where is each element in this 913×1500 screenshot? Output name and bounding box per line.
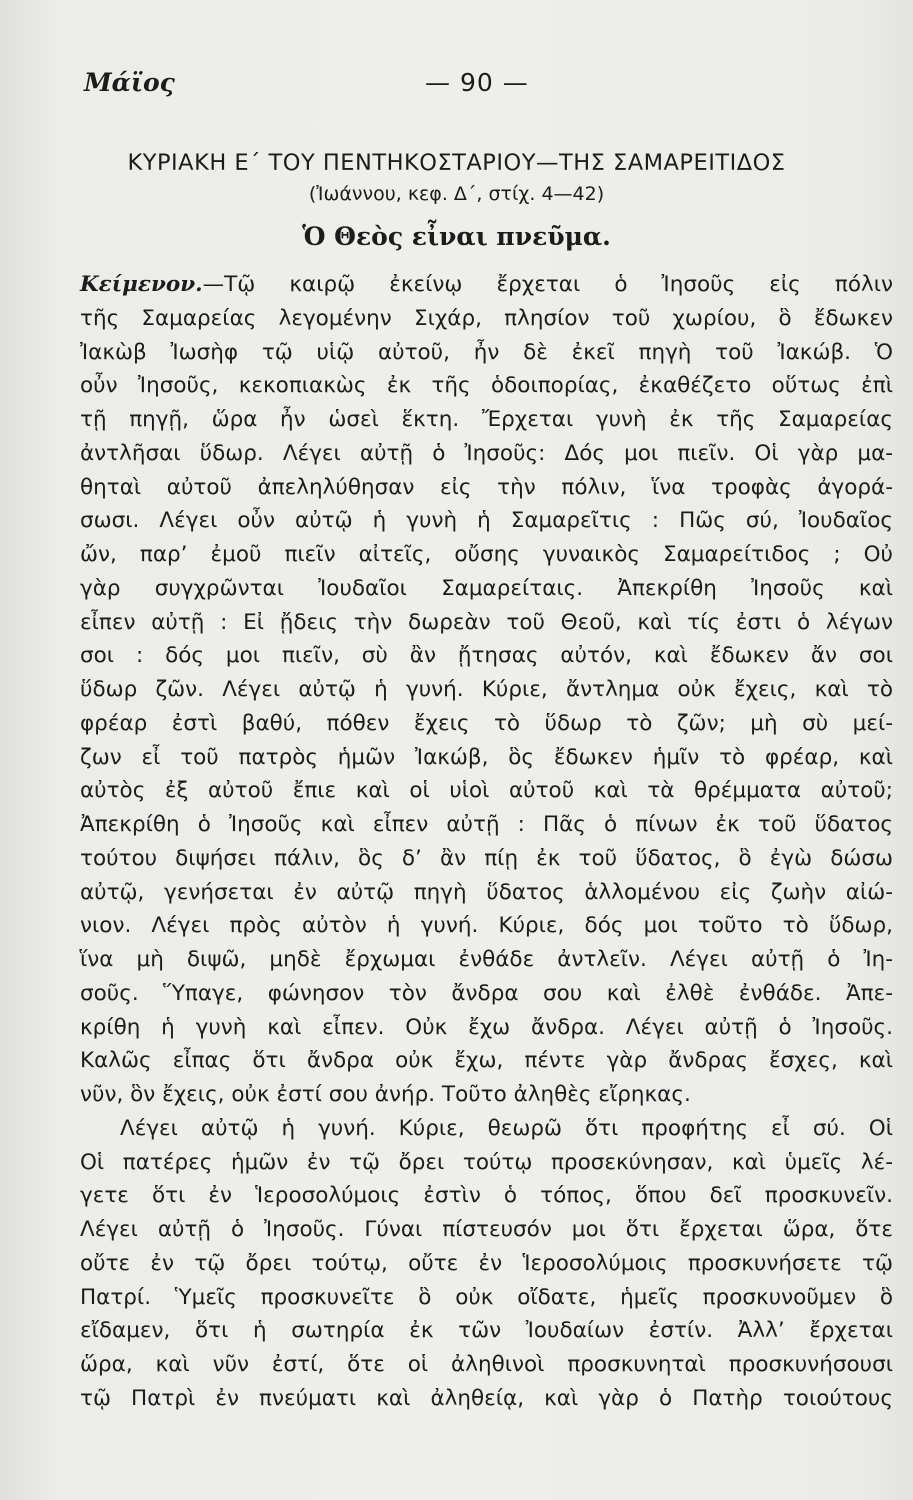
text-line: ζων εἶ τοῦ πατρὸς ἡμῶν Ἰακώβ, ὃς ἔδωκεν ἡμῖν τὸ φρέαρ, καὶ [80, 744, 893, 770]
text-line: νῦν, ὃν ἔχεις, οὐκ ἐστί σου ἀνήρ. Τοῦτο ἀληθὲς εἴρηκας. [80, 1082, 691, 1107]
text-line: φρέαρ ἐστὶ βαθύ, πόθεν ἔχεις τὸ ὕδωρ τὸ ζῶν; μὴ σὺ μεί- [80, 710, 893, 736]
paragraph-line: τῷ Πατρὶ ἐν πνεύματι καὶ ἀληθείᾳ, καὶ γὰρ ὁ Πατὴρ τοιούτους [80, 1385, 893, 1411]
text-line: νιον. Λέγει πρὸς αὐτὸν ἡ γυνή. Κύριε, δός μοι τοῦτο τὸ ὕδωρ, [80, 913, 893, 939]
text-line-rest: —Τῷ καιρῷ ἐκείνῳ ἔρχεται ὁ Ἰησοῦς εἰς πόλιν [202, 272, 893, 297]
sunday-title: ΚΥΡΙΑΚΗ Ε΄ ΤΟΥ ΠΕΝΤΗΚΟΣΤΑΡΙΟΥ—ΤΗΣ ΣΑΜΑΡΕΙΤΙΔΟΣ [127, 150, 786, 176]
text-line: σοι : δός μοι πιεῖν, σὺ ἂν ᾔτησας αὐτόν, καὶ ἔδωκεν ἄν σοι [80, 643, 893, 669]
text-line: τῆς Σαμαρείας λεγομένην Σιχάρ, πλησίον τοῦ χωρίου, ὃ ἔδωκεν [80, 305, 893, 331]
text-line: κρίθη ἡ γυνὴ καὶ εἶπεν. Οὐκ ἔχω ἄνδρα. Λέγει αὐτῇ ὁ Ἰησοῦς. [80, 1014, 893, 1040]
text-line: τῇ πηγῇ, ὥρα ἦν ὡσεὶ ἕκτη. Ἔρχεται γυνὴ ἐκ τῆς Σαμαρείας [80, 407, 893, 432]
page-number: — 90 — [425, 68, 529, 97]
paragraph-line: ὥρα, καὶ νῦν ἐστί, ὅτε οἱ ἀληθινοὶ προσκυνηταὶ προσκυνήσουσι [80, 1352, 893, 1377]
paragraph-line: Λέγει αὐτῷ ἡ γυνή. Κύριε, θεωρῶ ὅτι προφήτης εἶ σύ. Οἱ [120, 1115, 893, 1141]
running-header [0, 68, 913, 104]
text-line: τούτου διψήσει πάλιν, ὃς δ’ ἂν πίῃ ἐκ τοῦ ὕδατος, ὃ ἐγὼ δώσω [80, 845, 893, 871]
text-line: σωσι. Λέγει οὖν αὐτῷ ἡ γυνὴ ἡ Σαμαρεῖτις : Πῶς σύ, Ἰουδαῖος [80, 508, 893, 534]
text-line: ὤν, παρ’ ἐμοῦ πιεῖν αἰτεῖς, οὔσης γυναικὸς Σαμαρείτιδος ; Οὐ [80, 542, 893, 567]
text-line: Καλῶς εἶπας ὅτι ἄνδρα οὐκ ἔχω, πέντε γὰρ ἄνδρας ἔσχες, καὶ [80, 1048, 893, 1074]
header-month: Μάϊος [84, 68, 175, 97]
text-line: σοῦς. Ὕπαγε, φώνησον τὸν ἄνδρα σου καὶ ἐλθὲ ἐνθάδε. Ἀπε- [80, 980, 893, 1006]
text-line [80, 268, 893, 302]
paragraph-line: γετε ὅτι ἐν Ἱεροσολύμοις ἐστὶν ὁ τόπος, ὅπου δεῖ προσκυνεῖν. [80, 1183, 893, 1209]
text-line: γὰρ συγχρῶνται Ἰουδαῖοι Σαμαρείταις. Ἀπεκρίθη Ἰησοῦς καὶ [80, 575, 893, 601]
text-line: Ἀπεκρίθη ὁ Ἰησοῦς καὶ εἶπεν αὐτῇ : Πᾶς ὁ πίνων ἐκ τοῦ ὕδατος [80, 812, 893, 837]
paragraph-line: Οἱ πατέρες ἡμῶν ἐν τῷ ὄρει τούτῳ προσεκύνησαν, καὶ ὑμεῖς λέ- [80, 1149, 893, 1175]
text-line: εἶπεν αὐτῇ : Εἰ ᾔδεις τὴν δωρεὰν τοῦ Θεοῦ, καὶ τίς ἐστι ὁ λέγων [80, 609, 893, 635]
gospel-text [80, 268, 893, 1416]
paragraph-line: οὔτε ἐν τῷ ὄρει τούτῳ, οὔτε ἐν Ἱεροσολύμοις προσκυνήσετε τῷ [80, 1250, 893, 1276]
text-line: θηταὶ αὐτοῦ ἀπεληλύθησαν εἰς τὴν πόλιν, ἵνα τροφὰς ἀγορά- [80, 474, 893, 500]
text-line: αὐτὸς ἐξ αὐτοῦ ἔπιε καὶ οἱ υἱοὶ αὐτοῦ καὶ τὰ θρέμματα αὐτοῦ; [80, 778, 893, 804]
text-line: ἵνα μὴ διψῶ, μηδὲ ἔρχωμαι ἐνθάδε ἀντλεῖν. Λέγει αὐτῇ ὁ Ἰη- [80, 947, 893, 972]
paragraph-line: εἴδαμεν, ὅτι ἡ σωτηρία ἐκ τῶν Ἰουδαίων ἐστίν. Ἀλλ’ ἔρχεται [80, 1318, 893, 1344]
paragraph-line: Πατρί. Ὑμεῖς προσκυνεῖτε ὃ οὐκ οἴδατε, ἡμεῖς προσκυνοῦμεν ὃ [80, 1284, 893, 1310]
paragraph-line: Λέγει αὐτῇ ὁ Ἰησοῦς. Γύναι πίστευσόν μοι ὅτι ἔρχεται ὥρα, ὅτε [80, 1217, 893, 1242]
text-line: οὖν Ἰησοῦς, κεκοπιακὼς ἐκ τῆς ὁδοιπορίας, ἐκαθέζετο οὕτως ἐπὶ [80, 373, 893, 399]
text-line: αὐτῷ, γενήσεται ἐν αὐτῷ πηγὴ ὕδατος ἁλλομένου εἰς ζωὴν αἰώ- [80, 879, 893, 905]
scripture-reference: (Ἰωάννου, κεφ. Δ΄, στίχ. 4—42) [308, 183, 605, 205]
section-heading: Ὁ Θεὸς εἶναι πνεῦμα. [302, 222, 611, 251]
text-line: ἀντλῆσαι ὕδωρ. Λέγει αὐτῇ ὁ Ἰησοῦς: Δός μοι πιεῖν. Οἱ γὰρ μα- [80, 440, 893, 466]
text-lead: Κείμενον. [80, 272, 203, 297]
text-line: ὕδωρ ζῶν. Λέγει αὐτῷ ἡ γυνή. Κύριε, ἄντλημα οὐκ ἔχεις, καὶ τὸ [80, 677, 893, 702]
text-line: Ἰακὼβ Ἰωσὴφ τῷ υἱῷ αὐτοῦ, ἦν δὲ ἐκεῖ πηγὴ τοῦ Ἰακώβ. Ὁ [80, 339, 893, 365]
